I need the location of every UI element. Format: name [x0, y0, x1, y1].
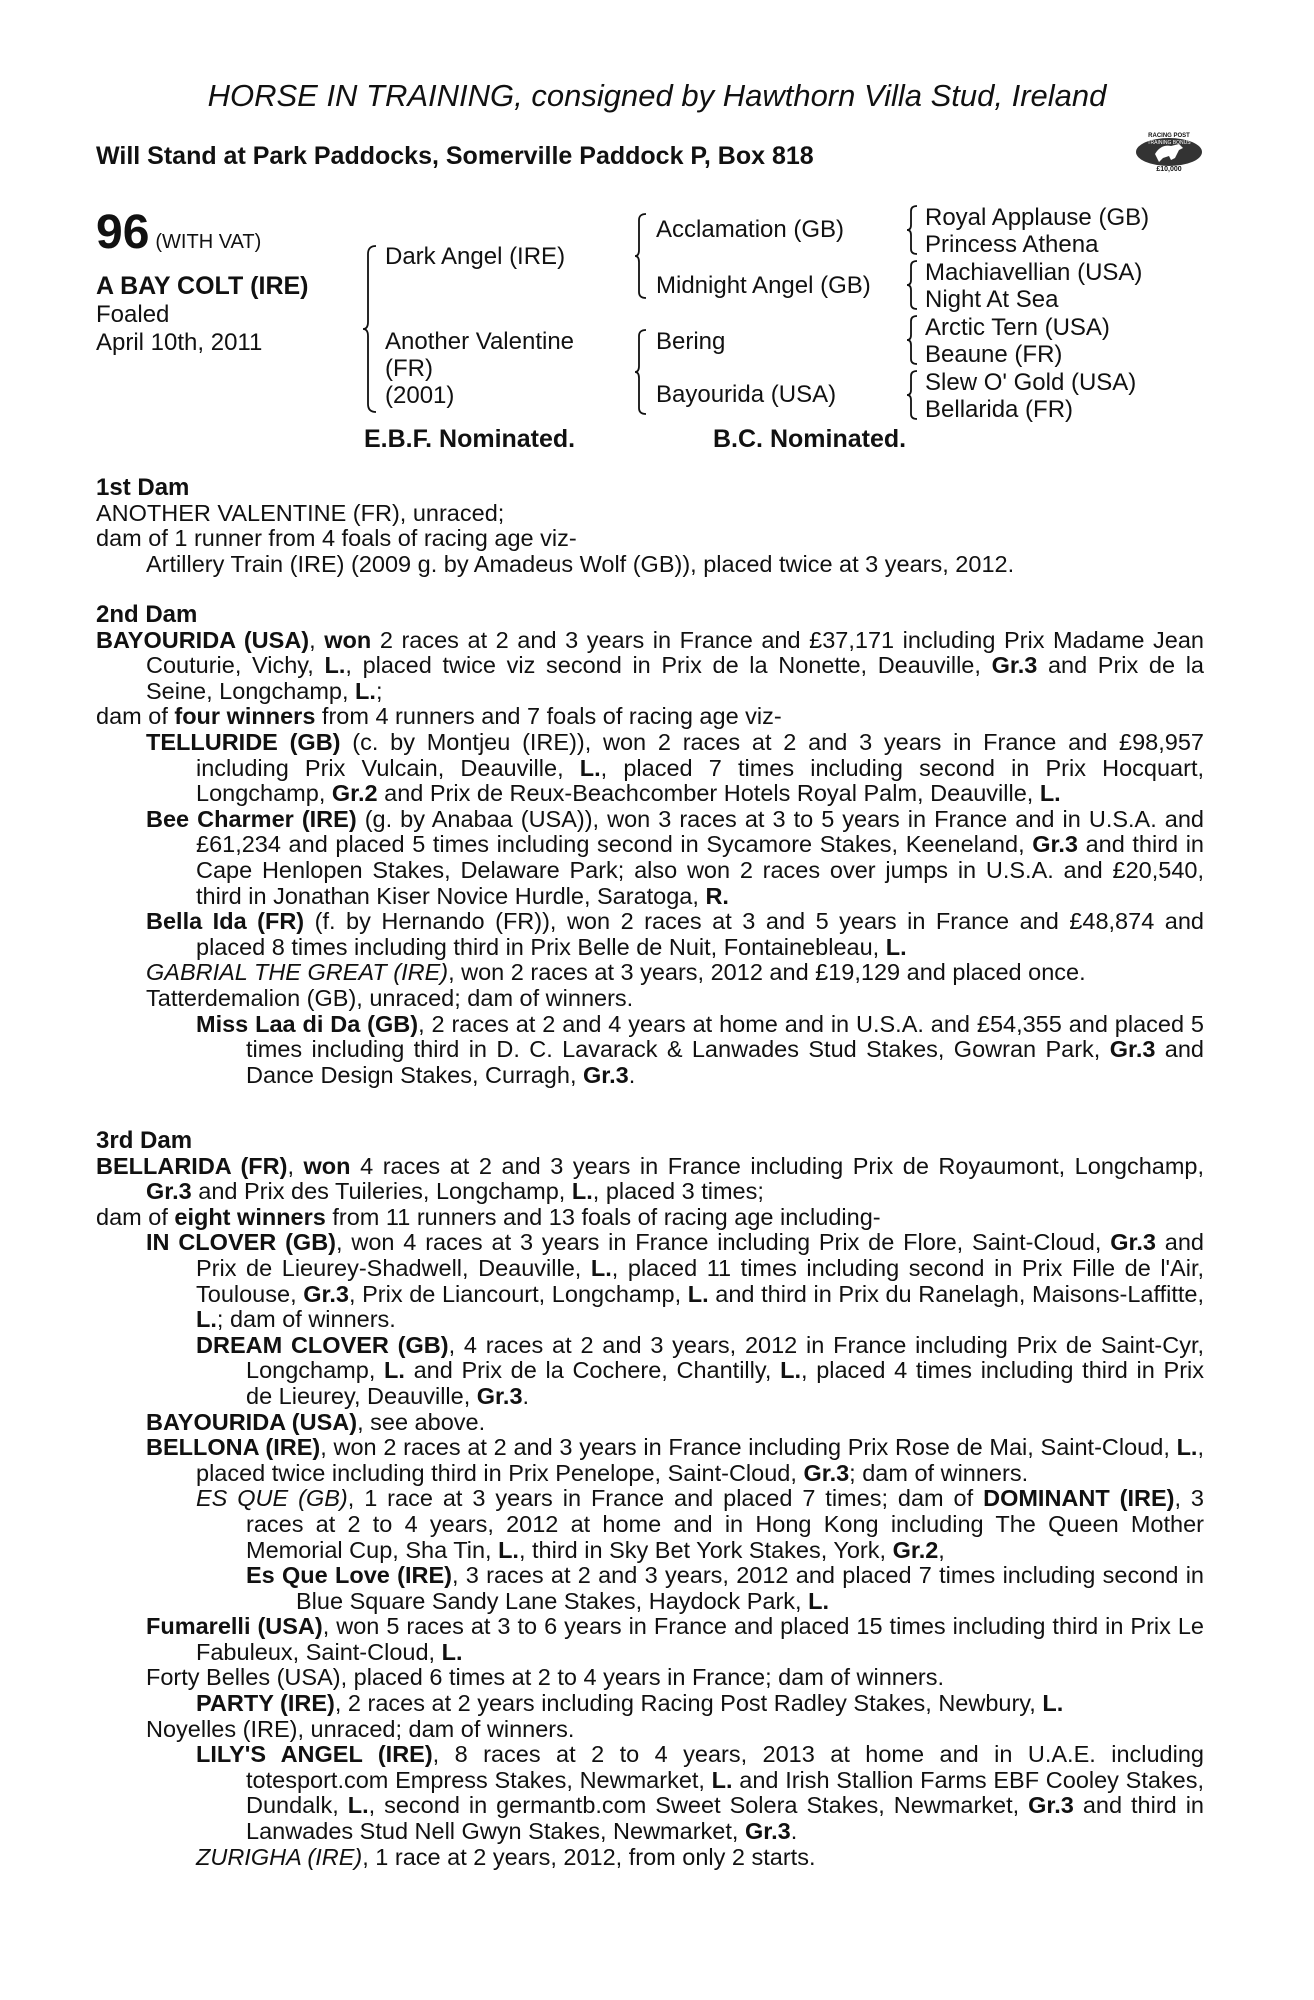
pedigree-dam-country: (FR) [385, 355, 433, 382]
foaled-date: April 10th, 2011 [96, 329, 263, 356]
stand-location: Will Stand at Park Paddocks, Somerville Paddock P, Box 818 [96, 142, 814, 170]
pedigree-sire-sire-dam: Princess Athena [925, 231, 1099, 258]
lot-vat: (WITH VAT) [155, 231, 262, 253]
produce-bella-ida: Bella Ida (FR) (f. by Hernando (FR)), won 2 races at 3 and 5 years in France and £48,874 and placed 8 times including third in Prix Belle de Nuit, Fontainebleau, L. [146, 908, 1204, 960]
pedigree-brace-g3-3 [906, 314, 920, 366]
second-dam-heading: 2nd Dam [96, 601, 198, 628]
pedigree-brace-g3-1 [906, 204, 920, 256]
second-dam-produce-intro: dam of four winners from 4 runners and 7 foals of racing age viz- [96, 703, 782, 730]
pedigree-brace-dam [634, 328, 650, 416]
produce-in-clover: IN CLOVER (GB), won 4 races at 3 years in France including Prix de Flore, Saint-Cloud, Gr.3 and Prix de Lieurey-Shadwell, Deauville, L., placed 11 times including second in Prix Fille de l'Air, Toulouse, Gr.3, Prix de Liancourt, Longchamp, L. and third in Prix du Ranelagh, Maisons-Laffitte, L.; dam of winners. [146, 1229, 1205, 1333]
pedigree-dam-sire: Bering [656, 328, 726, 355]
pedigree-dam-sire-dam: Beaune (FR) [925, 341, 1063, 368]
pedigree-brace-g3-2 [906, 259, 920, 311]
produce-bee-charmer: Bee Charmer (IRE) (g. by Anabaa (USA)), won 3 races at 3 to 5 years in France and in U.S.A. and £61,234 and placed 5 times including second in Sycamore Stakes, Keeneland, Gr.3 and third in Cape Henlopen Stakes, Delaware Park; also won 2 races over jumps in U.S.A. and £20,540, third in Jonathan Kiser Novice Hurdle, Saratoga, R. [146, 805, 1204, 909]
produce-es-que: ES QUE (GB), 1 race at 3 years in France and placed 7 times; dam of DOMINANT (IRE), 3 races at 2 to 4 years, 2012 at home and in Hong Kong including The Queen Mother Memorial Cup, Sha Tin, L., third in Sky Bet York Stakes, York, Gr.2, [196, 1485, 1204, 1563]
pedigree-brace-gen1 [362, 244, 382, 414]
first-dam-produce-item: Artillery Train (IRE) (2009 g. by Amadeus Wolf (GB)), placed twice at 3 years, 2012. [146, 550, 1015, 577]
produce-party: PARTY (IRE), 2 races at 2 years including Racing Post Radley Stakes, Newbury, L. [196, 1690, 1064, 1717]
foaled-info [96, 301, 262, 357]
produce-noyelles: Noyelles (IRE), unraced; dam of winners. [146, 1715, 575, 1742]
badge-top-text: RACING POST [1148, 133, 1190, 139]
second-dam-entry: BAYOURIDA (USA), won 2 races at 2 and 3 years in France and £37,171 including Prix Madame Jean Couturie, Vichy, L., placed twice viz second in Prix de la Nonette, Deauville, Gr.3 and Prix de la Seine, Longchamp, L.; [96, 626, 1205, 704]
badge-amount-text: £10,000 [1156, 166, 1182, 173]
first-dam-section [96, 475, 1204, 577]
produce-es-que-love: Es Que Love (IRE), 3 races at 2 and 3 years, 2012 and placed 7 times including second in Blue Square Sandy Lane Stakes, Haydock Park, L. [246, 1562, 1204, 1614]
lot-title: A BAY COLT (IRE) [96, 272, 309, 300]
produce-miss-laa-di-da: Miss Laa di Da (GB), 2 races at 2 and 4 years at home and in U.S.A. and £54,355 and placed 5 times including third in D. C. Lavarack & Lanwades Stud Stakes, Gowran Park, Gr.3 and Dance Design Stakes, Curragh, Gr.3. [196, 1010, 1205, 1088]
pedigree-sire-sire: Acclamation (GB) [656, 216, 845, 243]
third-dam-section [96, 1128, 1204, 1870]
pedigree-dam-dam-dam: Bellarida (FR) [925, 396, 1074, 423]
first-dam-line: ANOTHER VALENTINE (FR), unraced; [96, 499, 505, 526]
third-dam-heading: 3rd Dam [96, 1127, 193, 1154]
produce-fumarelli: Fumarelli (USA), won 5 races at 3 to 6 years in France and placed 15 times including third in Prix Le Fabuleux, Saint-Cloud, L. [146, 1613, 1204, 1665]
ebf-nominated: E.B.F. Nominated. [364, 425, 576, 453]
pedigree-brace-sire [634, 212, 650, 300]
bc-nominated: B.C. Nominated. [713, 425, 907, 453]
pedigree-brace-g3-4 [906, 369, 920, 421]
produce-forty-belles: Forty Belles (USA), placed 6 times at 2 to 4 years in France; dam of winners. [146, 1664, 945, 1691]
pedigree-sire-dam: Midnight Angel (GB) [656, 272, 871, 299]
produce-gabrial: GABRIAL THE GREAT (IRE), won 2 races at 3 years, 2012 and £19,129 and placed once. [146, 959, 1086, 986]
racing-post-badge-icon [1135, 130, 1203, 174]
produce-telluride: TELLURIDE (GB) (c. by Montjeu (IRE)), won 2 races at 2 and 3 years in France and £98,957 including Prix Vulcain, Deauville, L., placed 7 times including second in Prix Hocquart, Longchamp, Gr.2 and Prix de Reux-Beachcomber Hotels Royal Palm, Deauville, L. [146, 728, 1204, 807]
first-dam-produce-intro: dam of 1 runner from 4 foals of racing age viz- [96, 525, 577, 552]
lot-number-block [96, 205, 261, 260]
pedigree-sire-dam-dam: Night At Sea [925, 286, 1059, 313]
produce-tatterdemalion: Tatterdemalion (GB), unraced; dam of winners. [146, 984, 634, 1011]
produce-lilys-angel: LILY'S ANGEL (IRE), 8 races at 2 to 4 years, 2013 at home and in U.A.E. including totesport.com Empress Stakes, Newmarket, L. and Irish Stallion Farms EBF Cooley Stakes, Dundalk, L., second in germantb.com Sweet Solera Stakes, Newmarket, Gr.3 and third in Lanwades Stud Nell Gwyn Stakes, Newmarket, Gr.3. [196, 1741, 1205, 1845]
pedigree-sire-dam-sire: Machiavellian (USA) [925, 259, 1143, 286]
foaled-label: Foaled [96, 301, 170, 328]
pedigree-dam-dam-sire: Slew O' Gold (USA) [925, 369, 1137, 396]
produce-dream-clover: DREAM CLOVER (GB), 4 races at 2 and 3 years, 2012 in France including Prix de Saint-Cyr, Longchamp, L. and Prix de la Cochere, Chantilly, L., placed 4 times including third in Prix de Lieurey, Deauville, Gr.3. [196, 1331, 1205, 1409]
second-dam-section [96, 602, 1204, 1088]
page-title: HORSE IN TRAINING, consigned by Hawthorn Villa Stud, Ireland [207, 78, 1107, 113]
lot-number: 96 [96, 206, 150, 259]
pedigree-dam-sire-sire: Arctic Tern (USA) [925, 314, 1110, 341]
pedigree-sire-sire-sire: Royal Applause (GB) [925, 204, 1150, 231]
produce-bellona: BELLONA (IRE), won 2 races at 2 and 3 years in France including Prix Rose de Mai, Saint-Cloud, L., placed twice including third in Prix Penelope, Saint-Cloud, Gr.3; dam of winners. [146, 1434, 1204, 1486]
pedigree-dam-dam: Bayourida (USA) [656, 381, 837, 408]
pedigree-dam [385, 328, 574, 409]
pedigree-sire: Dark Angel (IRE) [385, 243, 566, 270]
pedigree-dam-year: (2001) [385, 382, 455, 409]
pedigree-dam-name: Another Valentine [385, 328, 575, 355]
produce-zurigha: ZURIGHA (IRE), 1 race at 2 years, 2012, from only 2 starts. [196, 1843, 816, 1870]
badge-mid-text: TRAINING BONUS [1147, 140, 1191, 146]
third-dam-produce-intro: dam of eight winners from 11 runners and 13 foals of racing age including- [96, 1203, 881, 1230]
produce-bayourida: BAYOURIDA (USA), see above. [146, 1408, 486, 1435]
third-dam-entry: BELLARIDA (FR), won 4 races at 2 and 3 years in France including Prix de Royaumont, Longchamp, Gr.3 and Prix des Tuileries, Longchamp, L., placed 3 times; [96, 1152, 1205, 1205]
first-dam-heading: 1st Dam [96, 474, 190, 501]
